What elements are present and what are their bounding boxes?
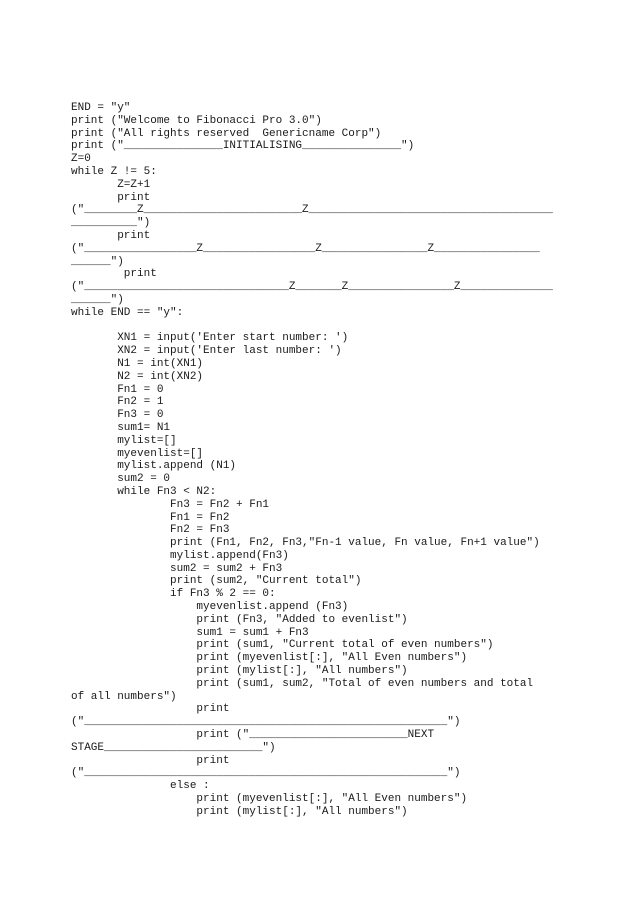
code-line: XN2 = input('Enter last number: ') [71, 345, 342, 358]
code-line: print [71, 754, 230, 767]
code-line: Fn3 = Fn2 + Fn1 [71, 498, 270, 511]
code-line: print [71, 229, 151, 242]
code-line: else : [71, 780, 210, 793]
code-line: Fn3 = 0 [71, 409, 164, 422]
code-line: print ("Welcome to Fibonacci Pro 3.0") [71, 114, 322, 127]
code-line: Z=0 [71, 153, 91, 166]
code-line: print (sum1, sum2, "Total of even numbers and total [71, 677, 534, 690]
code-line: print (mylist[:], "All numbers") [71, 805, 408, 818]
code-line: __________") [71, 217, 151, 230]
code-line: print (Fn1, Fn2, Fn3,"Fn-1 value, Fn value, Fn+1 value") [71, 537, 540, 550]
code-line: if Fn3 % 2 == 0: [71, 588, 276, 601]
code-line: print [71, 703, 230, 716]
code-line: mylist=[] [71, 434, 177, 447]
code-line: Fn1 = 0 [71, 383, 164, 396]
code-line: STAGE________________________") [71, 741, 276, 754]
code-line: print (mylist[:], "All numbers") [71, 665, 408, 678]
code-line: print (Fn3, "Added to evenlist") [71, 613, 408, 626]
code-line: myevenlist=[] [71, 447, 204, 460]
code-line: N1 = int(XN1) [71, 357, 204, 370]
code-line: ______") [71, 255, 124, 268]
code-line: while Z != 5: [71, 165, 157, 178]
code-line: print ("All rights reserved Genericname Corp") [71, 127, 382, 140]
code-line: Z=Z+1 [71, 178, 151, 191]
code-line: print [71, 268, 157, 281]
code-line: ("________Z________________________Z_____________________________________ [71, 204, 553, 217]
code-line: XN1 = input('Enter start number: ') [71, 332, 349, 345]
code-line: ______") [71, 293, 124, 306]
code-line: Fn1 = Fn2 [71, 511, 230, 524]
code-line: while Fn3 < N2: [71, 485, 217, 498]
code-line: sum1 = sum1 + Fn3 [71, 626, 309, 639]
code-block [71, 102, 571, 819]
code-line: mylist.append(Fn3) [71, 549, 289, 562]
code-line: while END == "y": [71, 306, 184, 319]
code-line: print ("_______________INITIALISING_______________") [71, 140, 415, 153]
code-line: Fn2 = 1 [71, 396, 164, 409]
code-line: Fn2 = Fn3 [71, 524, 230, 537]
code-line: ("_______________________________________________________") [71, 767, 461, 780]
code-line: sum1= N1 [71, 421, 171, 434]
code-line: sum2 = 0 [71, 473, 171, 486]
code-line: mylist.append (N1) [71, 460, 237, 473]
code-line: ("_______________________________Z_______Z________________Z______________ [71, 281, 553, 294]
code-line [71, 320, 571, 333]
code-line: print (myevenlist[:], "All Even numbers") [71, 793, 468, 806]
code-line: N2 = int(XN2) [71, 370, 204, 383]
code-line: print ("________________________NEXT [71, 729, 435, 742]
code-line: sum2 = sum2 + Fn3 [71, 562, 283, 575]
code-line: END = "y" [71, 102, 131, 114]
code-line: ("_______________________________________________________") [71, 716, 461, 729]
code-line: print (sum1, "Current total of even numbers") [71, 639, 494, 652]
code-line: print (myevenlist[:], "All Even numbers") [71, 652, 468, 665]
code-line: print (sum2, "Current total") [71, 575, 362, 588]
code-line: ("_________________Z_________________Z________________Z________________ [71, 242, 540, 255]
code-line: myevenlist.append (Fn3) [71, 601, 349, 614]
code-line: of all numbers") [71, 690, 177, 703]
code-line: print [71, 191, 151, 204]
